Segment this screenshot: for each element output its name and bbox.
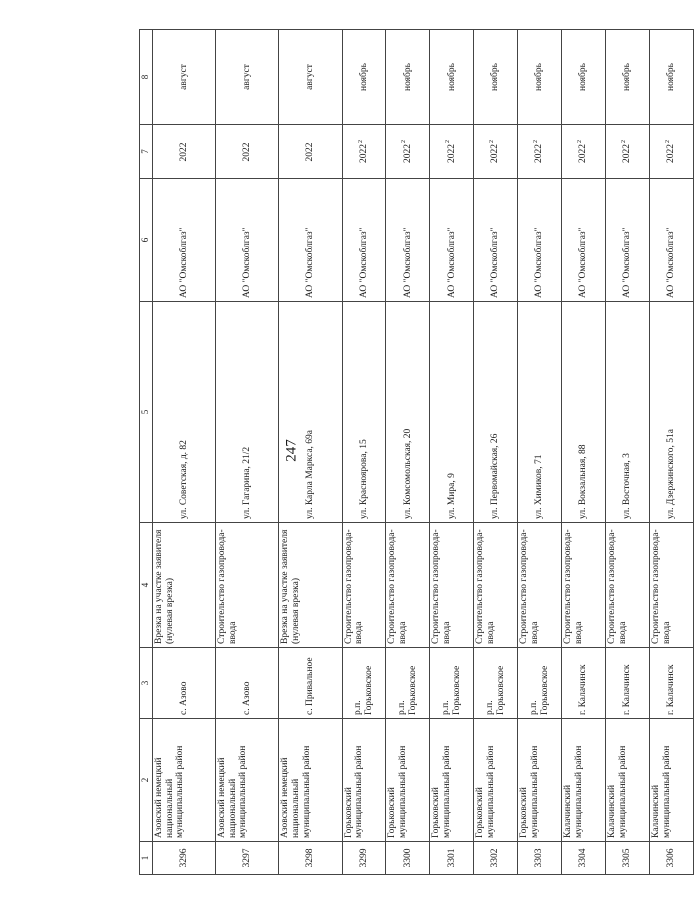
settlement-cell [386, 648, 430, 719]
address-cell [518, 302, 562, 523]
row-number-cell [386, 842, 430, 875]
work-type-cell [518, 523, 562, 648]
row-number-cell-text: 3306 [666, 848, 677, 868]
work-type-cell-text: Строительство газопровода-ввода [343, 529, 365, 644]
column-header: 6 [140, 179, 153, 302]
year-cell [279, 125, 342, 179]
work-type-cell-text: Строительство газопровода-ввода [387, 529, 409, 644]
footnote-marker: 2 [401, 140, 408, 143]
footnote-marker: 2 [621, 140, 628, 143]
year-cell [649, 125, 693, 179]
settlement-cell-text: г. Калачинск [578, 664, 589, 715]
column-header: 2 [140, 719, 153, 842]
settlement-cell-text: с. Привальное [305, 657, 316, 715]
district-cell [386, 719, 430, 842]
footnote-marker: 2 [533, 140, 540, 143]
address-cell [606, 302, 650, 523]
year-cell-text: 2022 [666, 144, 677, 163]
district-cell-text: Азовский немецкий национальный муниципальный район [280, 745, 312, 838]
month-cell [430, 30, 474, 125]
year-cell-text: 2022 [178, 142, 189, 162]
work-type-cell [153, 523, 216, 648]
month-cell [279, 30, 342, 125]
district-cell [518, 719, 562, 842]
settlement-cell-text: с. Азово [178, 681, 189, 715]
table-row [474, 30, 518, 875]
address-cell-text: ул. Вокзальная, 88 [578, 444, 589, 519]
address-cell [153, 302, 216, 523]
district-cell [606, 719, 650, 842]
organization-cell-text: АО "Омскоблгаз" [305, 227, 316, 298]
work-type-cell [606, 523, 650, 648]
year-cell [430, 125, 474, 179]
month-cell-text: ноябрь [446, 63, 457, 91]
district-cell [430, 719, 474, 842]
table-row [386, 30, 430, 875]
work-type-cell-text: Строительство газопровода-ввода [607, 529, 628, 644]
district-cell [562, 719, 606, 842]
table-row [430, 30, 474, 875]
row-number-cell [606, 842, 650, 875]
month-cell-text: ноябрь [578, 63, 589, 91]
month-cell [474, 30, 518, 125]
settlement-cell [279, 648, 342, 719]
settlement-cell [474, 648, 518, 719]
year-cell [216, 125, 279, 179]
row-number-cell-text: 3305 [622, 848, 633, 868]
month-cell [216, 30, 279, 125]
settlement-cell-text: р.п. Горьковское [529, 665, 550, 715]
footnote-marker: 2 [489, 140, 496, 143]
district-cell-text: Горьковский муниципальный район [431, 745, 452, 838]
work-type-cell [386, 523, 430, 648]
month-cell [342, 30, 386, 125]
settlement-cell [216, 648, 279, 719]
footnote-marker: 2 [357, 140, 364, 143]
settlement-cell-text: г. Калачинск [666, 664, 677, 715]
month-cell [518, 30, 562, 125]
work-type-cell-text: Врезка на участке заявителя (нулевая врезка) [280, 529, 301, 644]
footnote-marker: 2 [445, 140, 452, 143]
organization-cell-text: АО "Омскоблгаз" [358, 227, 369, 298]
address-cell-text: ул. Первомайская, 26 [490, 433, 501, 519]
month-cell [153, 30, 216, 125]
district-cell-text: Азовский немецкий национальный муниципальный район [154, 745, 186, 838]
organization-cell-text: АО "Омскоблгаз" [578, 227, 589, 298]
year-cell-text: 2022 [358, 144, 369, 163]
organization-cell-text: АО "Омскоблгаз" [178, 227, 189, 298]
row-number-cell-text: 3302 [490, 848, 501, 868]
work-type-cell-text: Строительство газопровода-ввода [217, 529, 238, 644]
district-cell [342, 719, 386, 842]
year-cell-text: 2022 [402, 144, 413, 163]
month-cell-text: август [178, 64, 189, 90]
table-row [562, 30, 606, 875]
work-type-cell [474, 523, 518, 648]
year-cell [342, 125, 386, 179]
gas-connection-table [139, 29, 694, 875]
address-cell-text: ул. Советская, д. 82 [178, 440, 189, 519]
table-row [153, 30, 216, 875]
column-number-row [140, 30, 153, 875]
organization-cell [153, 179, 216, 302]
settlement-cell-text: с. Азово [241, 681, 252, 715]
year-cell-text: 2022 [241, 142, 252, 162]
work-type-cell [562, 523, 606, 648]
work-type-cell-text: Строительство газопровода-ввода [519, 529, 540, 644]
column-header: 7 [140, 125, 153, 179]
work-type-cell-text: Строительство газопровода-ввода [431, 529, 452, 644]
organization-cell [474, 179, 518, 302]
address-cell-text: ул. Карла Маркса, 69а [305, 429, 316, 519]
district-cell-text: Горьковский муниципальный район [519, 745, 540, 838]
document-table-rotated [139, 30, 694, 875]
month-cell [386, 30, 430, 125]
row-number-cell [474, 842, 518, 875]
month-cell-text: ноябрь [666, 63, 677, 91]
year-cell [386, 125, 430, 179]
table-row [216, 30, 279, 875]
organization-cell [216, 179, 279, 302]
district-cell-text: Калачинский муниципальный район [607, 745, 628, 838]
organization-cell [606, 179, 650, 302]
work-type-cell [649, 523, 693, 648]
district-cell [153, 719, 216, 842]
row-number-cell [342, 842, 386, 875]
month-cell-text: август [305, 64, 316, 90]
row-number-cell [153, 842, 216, 875]
column-header: 4 [140, 523, 153, 648]
district-cell-text: Азовский немецкий национальный муниципальный район [217, 745, 249, 838]
year-cell-text: 2022 [534, 144, 545, 163]
row-number-cell [518, 842, 562, 875]
organization-cell [518, 179, 562, 302]
settlement-cell [606, 648, 650, 719]
district-cell-text: Горьковский муниципальный район [387, 745, 409, 838]
work-type-cell [430, 523, 474, 648]
settlement-cell-text: р.п. Горьковское [485, 665, 506, 715]
organization-cell-text: АО "Омскоблгаз" [490, 227, 501, 298]
month-cell-text: август [241, 64, 252, 90]
month-cell [562, 30, 606, 125]
address-cell [474, 302, 518, 523]
settlement-cell-text: р.п. Горьковское [441, 665, 462, 715]
month-cell-text: ноябрь [490, 63, 501, 91]
organization-cell [386, 179, 430, 302]
organization-cell-text: АО "Омскоблгаз" [446, 227, 457, 298]
row-number-cell [430, 842, 474, 875]
row-number-cell-text: 3297 [241, 848, 252, 868]
address-cell [430, 302, 474, 523]
settlement-cell [430, 648, 474, 719]
row-number-cell-text: 3296 [178, 848, 189, 868]
settlement-cell [342, 648, 386, 719]
column-header: 5 [140, 302, 153, 523]
address-cell [216, 302, 279, 523]
settlement-cell-text: р.п. Горьковское [397, 665, 418, 715]
organization-cell-text: АО "Омскоблгаз" [666, 227, 677, 298]
row-number-cell [649, 842, 693, 875]
page-number: 247 [283, 439, 300, 462]
organization-cell [279, 179, 342, 302]
organization-cell-text: АО "Омскоблгаз" [402, 227, 413, 298]
year-cell [606, 125, 650, 179]
work-type-cell [279, 523, 342, 648]
year-cell [562, 125, 606, 179]
row-number-cell-text: 3301 [446, 848, 457, 868]
district-cell [649, 719, 693, 842]
organization-cell-text: АО "Омскоблгаз" [241, 227, 252, 298]
address-cell-text: ул. Дзержинского, 51а [666, 429, 677, 519]
table-row [649, 30, 693, 875]
row-number-cell-text: 3300 [402, 848, 413, 868]
column-header: 1 [140, 842, 153, 875]
work-type-cell-text: Врезка на участке заявителя (нулевая врезка) [154, 529, 175, 644]
organization-cell-text: АО "Омскоблгаз" [622, 227, 633, 298]
address-cell [342, 302, 386, 523]
work-type-cell-text: Строительство газопровода-ввода [563, 529, 584, 644]
address-cell-text: ул. Гагарина, 21/2 [241, 446, 252, 519]
row-number-cell [279, 842, 342, 875]
month-cell [606, 30, 650, 125]
column-header: 8 [140, 30, 153, 125]
settlement-cell [153, 648, 216, 719]
settlement-cell [562, 648, 606, 719]
address-cell-text: ул. Восточная, 3 [622, 453, 633, 519]
settlement-cell-text: р.п. Горьковское [353, 665, 374, 715]
organization-cell [562, 179, 606, 302]
month-cell-text: ноябрь [358, 63, 369, 91]
district-cell [474, 719, 518, 842]
address-cell [562, 302, 606, 523]
table-row [279, 30, 342, 875]
year-cell-text: 2022 [446, 144, 457, 163]
district-cell [216, 719, 279, 842]
year-cell [474, 125, 518, 179]
year-cell-text: 2022 [305, 142, 316, 162]
table-row [518, 30, 562, 875]
table-row [606, 30, 650, 875]
settlement-cell [649, 648, 693, 719]
column-header: 3 [140, 648, 153, 719]
year-cell [518, 125, 562, 179]
settlement-cell-text: г. Калачинск [622, 664, 633, 715]
month-cell-text: ноябрь [622, 63, 633, 91]
address-cell [279, 302, 342, 523]
organization-cell-text: АО "Омскоблгаз" [534, 227, 545, 298]
organization-cell [649, 179, 693, 302]
footnote-marker: 2 [665, 140, 672, 143]
row-number-cell-text: 3299 [358, 848, 369, 868]
row-number-cell-text: 3304 [578, 848, 589, 868]
organization-cell [430, 179, 474, 302]
address-cell-text: ул. Комсомольская, 20 [402, 428, 413, 519]
address-cell-text: ул. Химиков, 71 [534, 454, 545, 519]
work-type-cell [216, 523, 279, 648]
district-cell-text: Калачинский муниципальный район [650, 745, 672, 838]
address-cell [649, 302, 693, 523]
settlement-cell [518, 648, 562, 719]
table-row [342, 30, 386, 875]
work-type-cell-text: Строительство газопровода-ввода [475, 529, 496, 644]
year-cell-text: 2022 [622, 144, 633, 163]
row-number-cell-text: 3298 [305, 848, 316, 868]
row-number-cell [562, 842, 606, 875]
work-type-cell [342, 523, 386, 648]
address-cell-text: ул. Красноярова, 15 [358, 439, 369, 519]
month-cell-text: ноябрь [402, 63, 413, 91]
table-body [153, 30, 694, 875]
year-cell-text: 2022 [490, 144, 501, 163]
address-cell [386, 302, 430, 523]
district-cell-text: Горьковский муниципальный район [343, 745, 365, 838]
year-cell-text: 2022 [578, 144, 589, 163]
district-cell-text: Калачинский муниципальный район [563, 745, 584, 838]
district-cell [279, 719, 342, 842]
row-number-cell [216, 842, 279, 875]
district-cell-text: Горьковский муниципальный район [475, 745, 496, 838]
footnote-marker: 2 [577, 140, 584, 143]
row-number-cell-text: 3303 [534, 848, 545, 868]
address-cell-text: ул. Мира, 9 [446, 473, 457, 519]
year-cell [153, 125, 216, 179]
work-type-cell-text: Строительство газопровода-ввода [650, 529, 672, 644]
month-cell [649, 30, 693, 125]
organization-cell [342, 179, 386, 302]
month-cell-text: ноябрь [534, 63, 545, 91]
